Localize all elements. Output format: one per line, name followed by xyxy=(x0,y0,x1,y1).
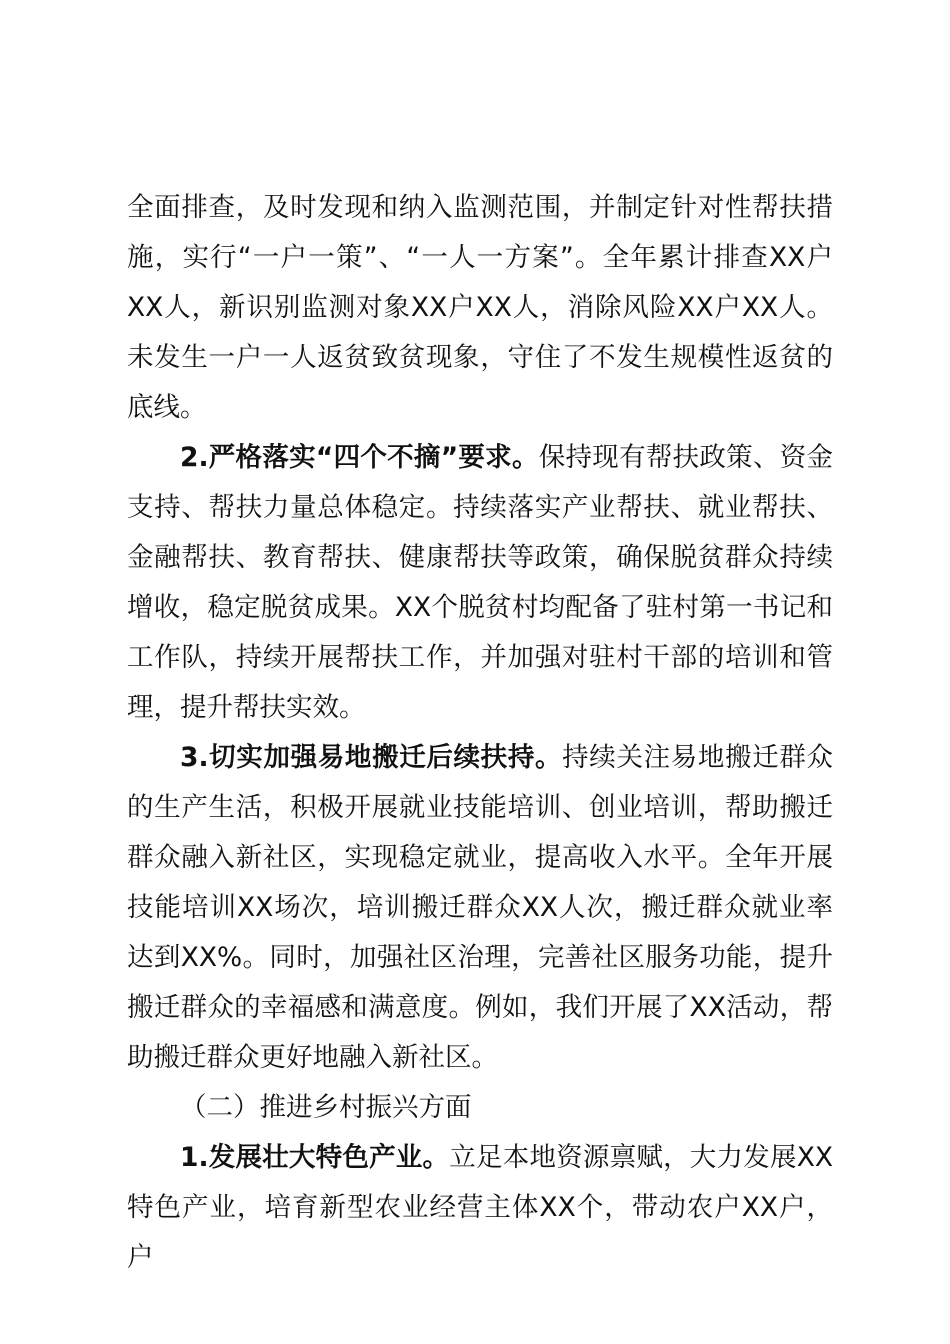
paragraph-text: 全面排查，及时发现和纳入监测范围，并制定针对性帮扶措施，实行“一户一策”、“一人一方案”。全年累计排查XX户XX人，新识别监测对象XX户XX人，消除风险XX户XX人。未发生一户一人返贫致贫现象，守住了不发生规模性返贫的底线。 xyxy=(127,192,833,423)
paragraph-heading: 3.切实加强易地搬迁后续扶持。 xyxy=(180,742,563,773)
paragraph-text: 持续关注易地搬迁群众的生产生活，积极开展就业技能培训、创业培训，帮助搬迁群众融入新社区，实现稳定就业，提高收入水平。全年开展技能培训XX场次，培训搬迁群众XX人次，搬迁群众就业率达到XX%。同时，加强社区治理，完善社区服务功能，提升搬迁群众的幸福感和满意度。例如，我们开展了XX活动，帮助搬迁群众更好地融入新社区。 xyxy=(127,742,834,1073)
paragraph-item-2 xyxy=(127,433,833,733)
paragraph-text: 保持现有帮扶政策、资金支持、帮扶力量总体稳定。持续落实产业帮扶、就业帮扶、金融帮扶、教育帮扶、健康帮扶等政策，确保脱贫群众持续增收，稳定脱贫成果。XX个脱贫村均配备了驻村第一书记和工作队，持续开展帮扶工作，并加强对驻村干部的培训和管理，提升帮扶实效。 xyxy=(127,442,834,723)
document-body xyxy=(127,183,833,1283)
section-heading xyxy=(127,1083,833,1133)
section-heading-text: （二）推进乡村振兴方面 xyxy=(180,1092,472,1123)
paragraph-item-1 xyxy=(127,1133,833,1283)
paragraph-continuation xyxy=(127,183,833,433)
paragraph-heading: 2.严格落实“四个不摘”要求。 xyxy=(180,442,539,473)
paragraph-item-3 xyxy=(127,733,833,1083)
paragraph-heading: 1.发展壮大特色产业。 xyxy=(180,1142,450,1173)
paragraph-text: 立足本地资源禀赋，大力发展XX特色产业，培育新型农业经营主体XX个，带动农户XX户，户 xyxy=(127,1142,833,1273)
